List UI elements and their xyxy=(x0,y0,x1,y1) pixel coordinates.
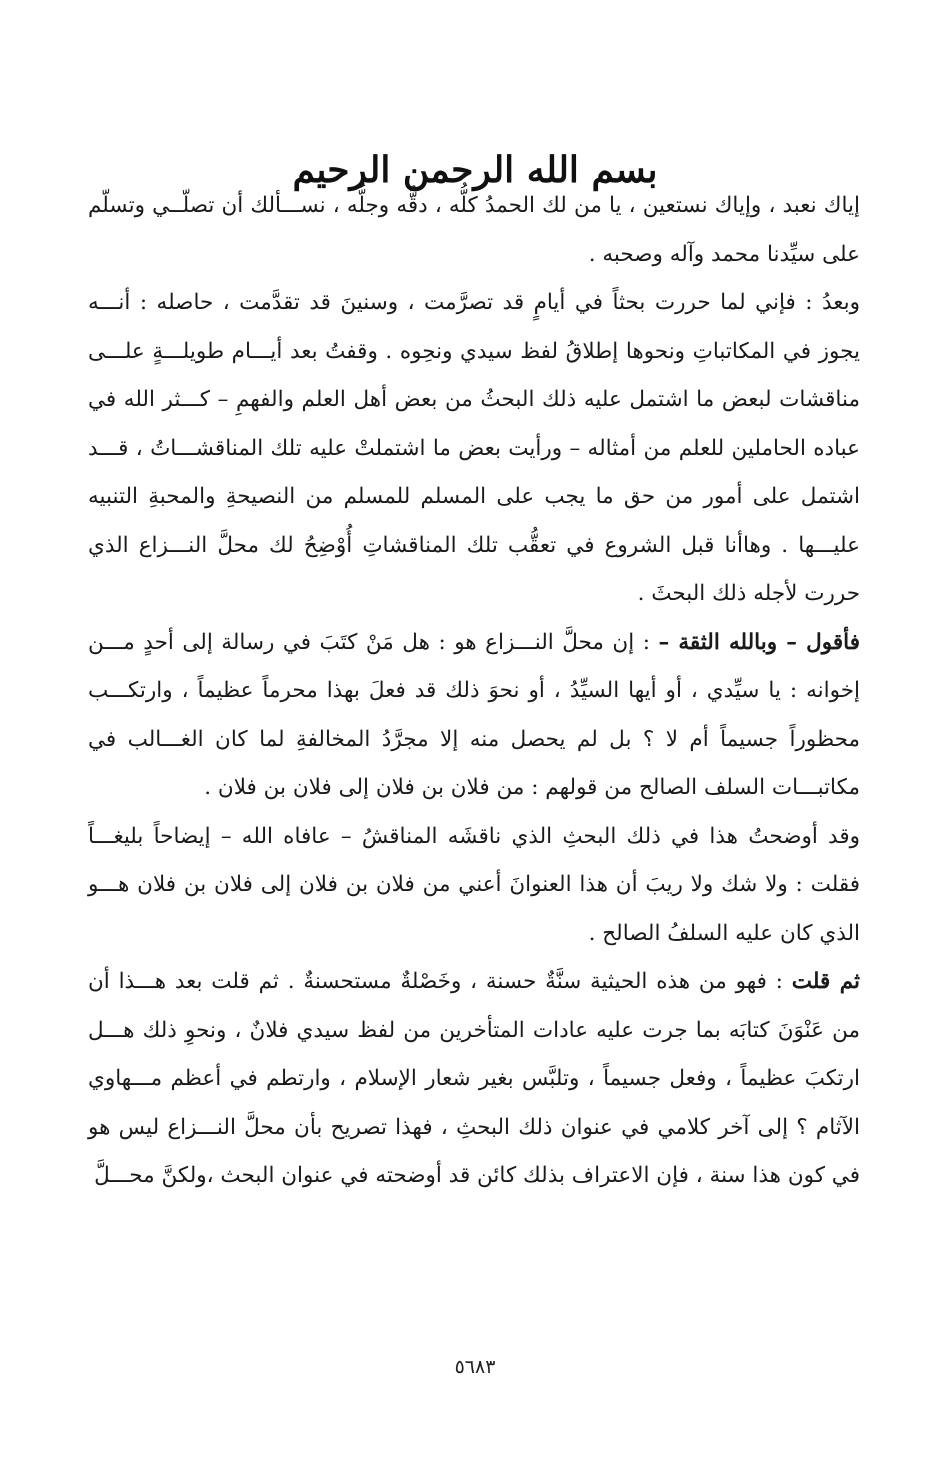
page-number: ٥٦٨٣ xyxy=(454,1356,496,1378)
paragraph-lead: ثم قلت xyxy=(791,969,860,994)
paragraph-text: وبعدُ : فإني لما حررت بحثاً في أيامٍ قد تصرَّمت ، وسنينَ قد تقدَّمت ، حاصله : أنـــه يجوز في المكاتباتِ ونحوها إطلاقُ لفظ سيدي ونحِوه . وقفتُ بعد أيـــام طويلـــةٍ علـــى مناقشات لبعض ما اشتمل عليه ذلك البحثُ من بعض أهل العلم والفهمِ – كـــثر الله في عباده الحاملين للعلم من أمثاله – ورأيت بعض ما اشتملتْ عليه تلك المناقشـــاتُ ، قـــد اشتمل على أمور من حق ما يجب على المسلم للمسلم من النصيحةِ والمحبةِ التنبيه عليـــها . وهاأنا قبل الشروع في تعقُّب تلك المناقشاتِ أُوْضِحُ لك محلَّ النـــزاع الذي حررت لأجله ذلك البحثَ . xyxy=(88,290,860,606)
page-title: بسم الله الرحمن الرحيم xyxy=(292,149,658,192)
paragraph-point-of-dispute xyxy=(88,619,860,813)
paragraph-then-i-said xyxy=(88,958,860,1201)
paragraph-text: وقد أوضحتُ هذا في ذلك البحثِ الذي ناقشَه المناقشُ – عافاه الله – إيضاحاً بليغـــاً فقلت : ولا شك ولا ريبَ أن هذا العنوانَ أعني من فلان بن فلان إلى فلان بن فلان هـــو الذي كان عليه السلفُ الصالح . xyxy=(88,823,860,946)
paragraph-lead: فأقول – وبالله الثقة – xyxy=(658,629,860,655)
body-text xyxy=(88,182,860,1201)
paragraph-introduction xyxy=(88,279,860,619)
paragraph-clarification xyxy=(88,813,860,959)
paragraph-text: : فهو من هذه الحيثية سنَّةٌ حسنة ، وخَصْلةٌ مستحسنةٌ . ثم قلت بعد هـــذا أن من عَنْوَنَ كتابَه بما جرت عليه عادات المتأخرين من لفظ سيدي فلانٌ ، ونحوِ ذلك هـــل ارتكبَ عظيماً ، وفعل جسيماً ، وتلبَّس بغير شعار الإسلام ، وارتطم في أعظم مـــهاوي الآثام ؟ إلى آخر كلامي في عنوان ذلك البحثِ ، فهذا تصريح بأن محلَّ النـــزاع ليس هو في كون هذا سنة ، فإن الاعتراف بذلك كائن قد أوضحته في عنوان البحث ،ولكنَّ محـــلَّ xyxy=(88,969,860,1188)
paragraph-text: إياك نعبد ، وإياك نستعين ، يا من لك الحمدُ كلُّه ، دقُّه وجلُّه ، نســـألك أن تصلّــي وتسلّم على سيِّدنا محمد وآله وصحبه . xyxy=(88,193,860,267)
paragraph-text: : إن محلَّ النـــزاع هو : هل مَنْ كتَبَ في رسالة إلى أحدٍ مـــن إخوانه : يا سيِّدي ، أو أيها السيِّدُ ، أو نحوَ ذلك قد فعلَ بهذا محرماً عظيماً ، وارتكـــب محظوراً جسيماً أم لا ؟ بل لم يحصل منه إلا مجرَّدُ المخالفةِ لما كان الغـــالب في مكاتبـــات السلف الصالح من قولهم : من فلان بن فلان إلى فلان بن فلان . xyxy=(88,629,860,800)
paragraph-opening-prayer xyxy=(88,182,860,279)
